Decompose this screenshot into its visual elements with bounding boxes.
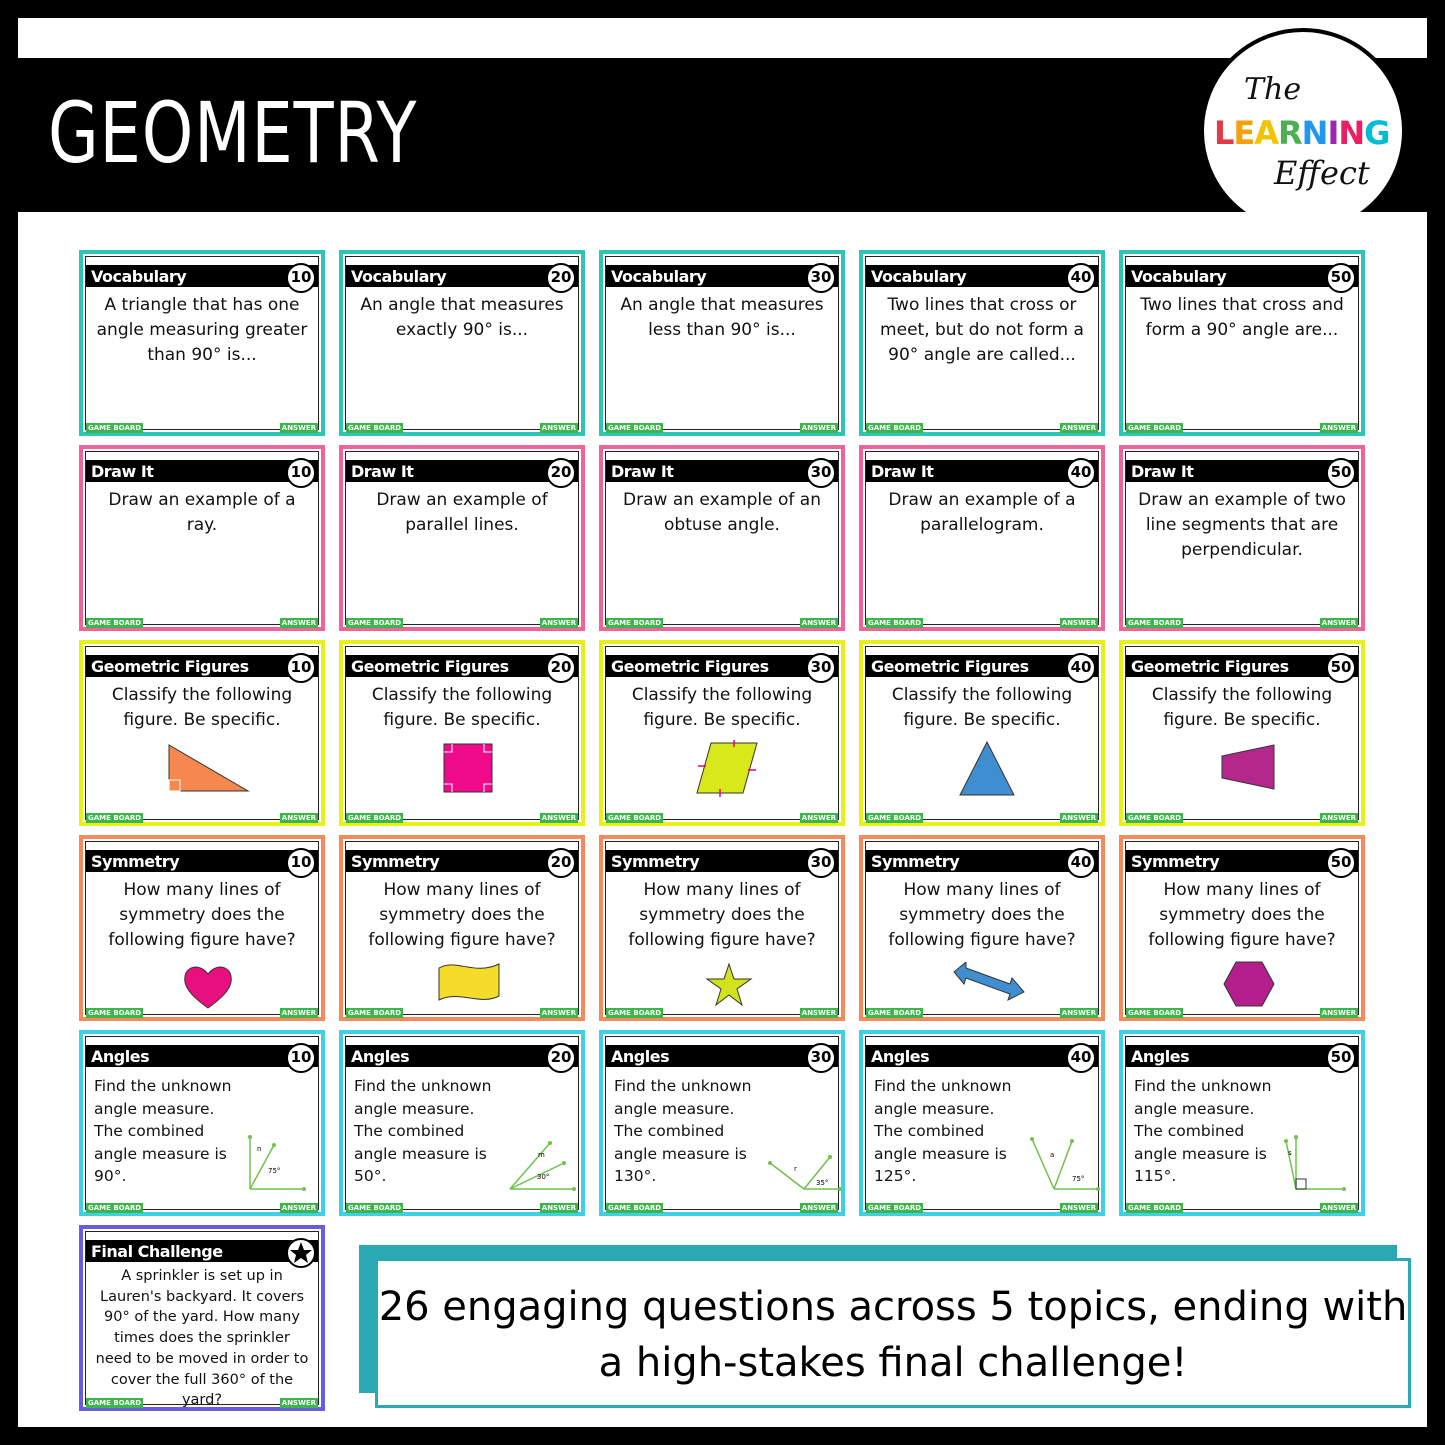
points-badge: 40 [1066, 848, 1096, 878]
question-card[interactable] [79, 640, 325, 826]
card-question: Find the unknown angle measure. The combined angle measure is 115°. [1134, 1077, 1272, 1185]
answer-button[interactable]: ANSWER [281, 1204, 316, 1212]
card-topic: Final Challenge [91, 1242, 223, 1261]
card-inner [345, 1036, 579, 1210]
logo-line-3: Effect [1274, 154, 1370, 192]
points-badge: 20 [546, 1043, 576, 1073]
game-board-button[interactable]: GAME BOARD [1128, 619, 1182, 627]
trapezoid-figure [1220, 743, 1276, 791]
card-topic: Vocabulary [611, 267, 707, 286]
points-badge: 40 [1066, 458, 1096, 488]
card-inner [85, 1231, 319, 1409]
game-board-button[interactable]: GAME BOARD [88, 814, 142, 822]
points-badge: 20 [546, 263, 576, 293]
game-board-button[interactable]: GAME BOARD [88, 1204, 142, 1212]
game-board-button[interactable]: GAME BOARD [1128, 1204, 1182, 1212]
question-card[interactable] [79, 835, 325, 1021]
card-topic: Geometric Figures [611, 657, 769, 676]
question-card[interactable] [599, 835, 845, 1021]
card-question: Draw an example of a ray. [108, 490, 296, 535]
question-card[interactable] [1119, 250, 1365, 436]
question-card[interactable] [339, 835, 585, 1021]
points-badge: 30 [806, 1043, 836, 1073]
card-topic: Geometric Figures [351, 657, 509, 676]
card-inner [85, 646, 319, 820]
question-card[interactable] [339, 640, 585, 826]
answer-button[interactable]: ANSWER [541, 814, 576, 822]
points-badge: 50 [1326, 848, 1356, 878]
svg-text:n: n [257, 1145, 262, 1153]
question-card[interactable] [339, 250, 585, 436]
game-board-button[interactable]: GAME BOARD [348, 1009, 402, 1017]
points-badge: 50 [1326, 263, 1356, 293]
angle-diagram-figure [1284, 1133, 1364, 1203]
card-inner [345, 841, 579, 1015]
learning-effect-logo [1200, 28, 1406, 234]
answer-button[interactable]: ANSWER [281, 424, 316, 432]
card-question: An angle that measures less than 90° is... [620, 295, 824, 340]
points-badge: 20 [546, 653, 576, 683]
card-question: Two lines that cross or meet, but do not form a 90° angle are called... [880, 295, 1084, 365]
hexagon-figure [1222, 960, 1276, 1008]
answer-button[interactable]: ANSWER [1061, 619, 1096, 627]
answer-button[interactable]: ANSWER [801, 1204, 836, 1212]
card-header [606, 460, 838, 482]
points-badge: 50 [1326, 458, 1356, 488]
card-question: Draw an example of a parallelogram. [888, 490, 1076, 535]
card-question: Classify the following figure. Be specific. [631, 685, 813, 730]
card-topic: Draw It [611, 462, 674, 481]
card-inner [865, 646, 1099, 820]
card-inner [345, 646, 579, 820]
answer-button[interactable]: ANSWER [541, 1204, 576, 1212]
answer-button[interactable]: ANSWER [1061, 424, 1096, 432]
card-question: A triangle that has one angle measuring greater than 90° is... [96, 295, 308, 365]
points-badge: 50 [1326, 653, 1356, 683]
game-board-button[interactable]: GAME BOARD [88, 1009, 142, 1017]
card-header [866, 1045, 1098, 1067]
card-inner [1125, 646, 1359, 820]
card-question: Find the unknown angle measure. The combined angle measure is 130°. [614, 1077, 752, 1185]
card-topic: Vocabulary [1131, 267, 1227, 286]
answer-button[interactable]: ANSWER [801, 814, 836, 822]
points-badge: 30 [806, 848, 836, 878]
question-card[interactable] [859, 640, 1105, 826]
game-board [18, 212, 1427, 1427]
star-figure [705, 962, 753, 1008]
game-board-button[interactable]: GAME BOARD [608, 619, 662, 627]
logo-letter: N [1338, 114, 1365, 152]
game-board-button[interactable]: GAME BOARD [608, 814, 662, 822]
card-question: A sprinkler is set up in Lauren's backyard. It covers 90° of the yard. How many times does the sprinkler need to be moved in order to cover the full 360° of the yard? [95, 1268, 309, 1409]
card-inner [1125, 256, 1359, 430]
card-question: How many lines of symmetry does the following figure have? [108, 880, 296, 950]
card-inner [85, 451, 319, 625]
card-header [86, 1240, 318, 1262]
card-header [1126, 850, 1358, 872]
answer-button[interactable]: ANSWER [801, 1009, 836, 1017]
card-question: Draw an example of an obtuse angle. [623, 490, 821, 535]
answer-button[interactable]: ANSWER [541, 424, 576, 432]
logo-letter: A [1254, 114, 1279, 152]
card-header [866, 265, 1098, 287]
card-header [346, 655, 578, 677]
logo-letter: L [1214, 114, 1234, 152]
question-card[interactable] [1119, 445, 1365, 631]
card-inner [85, 841, 319, 1015]
game-board-button[interactable]: GAME BOARD [868, 619, 922, 627]
card-header [86, 265, 318, 287]
svg-text:s: s [1288, 1149, 1292, 1157]
points-badge: 40 [1066, 263, 1096, 293]
logo-line-2 [1214, 114, 1389, 152]
card-topic: Vocabulary [351, 267, 447, 286]
game-board-button[interactable]: GAME BOARD [608, 424, 662, 432]
card-header [606, 655, 838, 677]
wave-figure [436, 960, 502, 1006]
points-badge: 10 [286, 1043, 316, 1073]
card-question: Find the unknown angle measure. The combined angle measure is 90°. [94, 1077, 232, 1185]
answer-button[interactable]: ANSWER [281, 1009, 316, 1017]
card-topic: Symmetry [611, 852, 700, 871]
game-board-button[interactable]: GAME BOARD [608, 1009, 662, 1017]
card-inner [865, 1036, 1099, 1210]
logo-line-1: The [1244, 72, 1302, 107]
question-card[interactable] [339, 445, 585, 631]
logo-letter: G [1364, 114, 1390, 152]
card-header [866, 655, 1098, 677]
answer-button[interactable]: ANSWER [1061, 1009, 1096, 1017]
card-question: Draw an example of parallel lines. [376, 490, 548, 535]
card-inner [1125, 841, 1359, 1015]
points-badge: 40 [1066, 1043, 1096, 1073]
angle-diagram-figure [244, 1133, 324, 1203]
card-topic: Vocabulary [91, 267, 187, 286]
banner-text: 26 engaging questions across 5 topics, ending with a high-stakes final challenge! [378, 1284, 1408, 1386]
card-inner [605, 451, 839, 625]
card-inner [85, 256, 319, 430]
card-header [866, 850, 1098, 872]
svg-text:75°: 75° [1072, 1175, 1085, 1183]
answer-button[interactable]: ANSWER [541, 619, 576, 627]
answer-button[interactable]: ANSWER [1321, 619, 1356, 627]
game-board-button[interactable]: GAME BOARD [1128, 424, 1182, 432]
card-header [346, 265, 578, 287]
triangle-figure [958, 739, 1016, 797]
answer-button[interactable]: ANSWER [801, 619, 836, 627]
svg-text:30°: 30° [537, 1173, 550, 1181]
question-card[interactable] [599, 640, 845, 826]
card-question: Classify the following figure. Be specific. [111, 685, 293, 730]
logo-letter: N [1301, 114, 1328, 152]
points-badge: 10 [286, 653, 316, 683]
top-band [18, 18, 1427, 58]
card-header [86, 460, 318, 482]
logo-letter: R [1278, 114, 1302, 152]
answer-button[interactable]: ANSWER [281, 814, 316, 822]
answer-button[interactable]: ANSWER [801, 424, 836, 432]
question-card[interactable] [1119, 835, 1365, 1021]
svg-text:a: a [1050, 1151, 1055, 1159]
game-board-button[interactable]: GAME BOARD [88, 1399, 142, 1407]
card-header [1126, 265, 1358, 287]
card-header [606, 1045, 838, 1067]
question-card[interactable] [1119, 640, 1365, 826]
card-inner [605, 841, 839, 1015]
card-header [606, 265, 838, 287]
card-header [86, 850, 318, 872]
card-topic: Draw It [351, 462, 414, 481]
game-board-button[interactable]: GAME BOARD [348, 1204, 402, 1212]
answer-button[interactable]: ANSWER [1061, 1204, 1096, 1212]
card-inner [345, 256, 579, 430]
card-topic: Symmetry [91, 852, 180, 871]
card-question: How many lines of symmetry does the following figure have? [368, 880, 556, 950]
card-inner [1125, 1036, 1359, 1210]
game-board-button[interactable]: GAME BOARD [88, 619, 142, 627]
answer-button[interactable]: ANSWER [281, 619, 316, 627]
game-board-button[interactable]: GAME BOARD [608, 1204, 662, 1212]
question-card[interactable] [79, 250, 325, 436]
card-question: Two lines that cross and form a 90° angle are... [1140, 295, 1344, 340]
card-header [1126, 1045, 1358, 1067]
card-topic: Angles [1131, 1047, 1190, 1066]
question-card[interactable] [859, 250, 1105, 436]
card-inner [865, 841, 1099, 1015]
star-icon [286, 1238, 316, 1268]
points-badge: 10 [286, 848, 316, 878]
svg-text:75°: 75° [268, 1167, 281, 1175]
card-question: An angle that measures exactly 90° is... [360, 295, 564, 340]
card-topic: Angles [91, 1047, 150, 1066]
points-badge: 30 [806, 653, 836, 683]
answer-button[interactable]: ANSWER [1321, 424, 1356, 432]
angle-diagram-figure [764, 1133, 844, 1203]
points-badge: 30 [806, 458, 836, 488]
points-badge: 30 [806, 263, 836, 293]
game-board-button[interactable]: GAME BOARD [348, 619, 402, 627]
card-inner [605, 256, 839, 430]
points-badge: 40 [1066, 653, 1096, 683]
angle-diagram-figure [504, 1133, 584, 1203]
card-header [86, 655, 318, 677]
card-inner [1125, 451, 1359, 625]
game-board-button[interactable]: GAME BOARD [868, 424, 922, 432]
question-card[interactable] [859, 445, 1105, 631]
question-card[interactable] [599, 445, 845, 631]
question-card[interactable] [79, 1225, 325, 1411]
game-board-button[interactable]: GAME BOARD [868, 814, 922, 822]
card-inner [865, 256, 1099, 430]
card-topic: Angles [351, 1047, 410, 1066]
card-question: How many lines of symmetry does the following figure have? [628, 880, 816, 950]
card-topic: Draw It [91, 462, 154, 481]
summary-banner [375, 1258, 1411, 1408]
question-card[interactable] [859, 1030, 1105, 1216]
card-inner [345, 451, 579, 625]
logo-letter: E [1233, 114, 1255, 152]
card-inner [865, 451, 1099, 625]
card-question: Find the unknown angle measure. The combined angle measure is 50°. [354, 1077, 492, 1185]
heart-figure [182, 962, 234, 1010]
answer-button[interactable]: ANSWER [541, 1009, 576, 1017]
card-question: Classify the following figure. Be specific. [371, 685, 553, 730]
points-badge: 20 [546, 458, 576, 488]
logo-letter: I [1327, 114, 1339, 152]
card-topic: Symmetry [351, 852, 440, 871]
card-header [346, 1045, 578, 1067]
card-inner [85, 1036, 319, 1210]
card-inner [605, 1036, 839, 1210]
card-header [346, 850, 578, 872]
game-board-button[interactable]: GAME BOARD [1128, 814, 1182, 822]
angle-diagram-figure [1024, 1133, 1104, 1203]
svg-text:m: m [538, 1151, 545, 1159]
card-question: Find the unknown angle measure. The combined angle measure is 125°. [874, 1077, 1012, 1185]
card-topic: Symmetry [871, 852, 960, 871]
square-figure [442, 742, 494, 794]
answer-button[interactable]: ANSWER [1061, 814, 1096, 822]
question-card[interactable] [339, 1030, 585, 1216]
game-board-button[interactable]: GAME BOARD [868, 1204, 922, 1212]
points-badge: 10 [286, 263, 316, 293]
card-topic: Geometric Figures [871, 657, 1029, 676]
question-card[interactable] [859, 835, 1105, 1021]
card-question: How many lines of symmetry does the following figure have? [888, 880, 1076, 950]
right-triangle-figure [166, 742, 252, 795]
card-header [346, 460, 578, 482]
game-board-button[interactable]: GAME BOARD [868, 1009, 922, 1017]
card-header [866, 460, 1098, 482]
game-board-button[interactable]: GAME BOARD [348, 814, 402, 822]
question-card[interactable] [1119, 1030, 1365, 1216]
game-board-button[interactable]: GAME BOARD [1128, 1009, 1182, 1017]
svg-text:35°: 35° [816, 1179, 829, 1187]
card-question: How many lines of symmetry does the following figure have? [1148, 880, 1336, 950]
answer-button[interactable]: ANSWER [1321, 1009, 1356, 1017]
answer-button[interactable]: ANSWER [1321, 814, 1356, 822]
question-card[interactable] [599, 250, 845, 436]
points-badge: 10 [286, 458, 316, 488]
card-topic: Angles [611, 1047, 670, 1066]
card-topic: Geometric Figures [1131, 657, 1289, 676]
answer-button[interactable]: ANSWER [1321, 1204, 1356, 1212]
card-header [86, 1045, 318, 1067]
question-card[interactable] [599, 1030, 845, 1216]
card-topic: Draw It [1131, 462, 1194, 481]
question-card[interactable] [79, 445, 325, 631]
game-board-button[interactable]: GAME BOARD [348, 424, 402, 432]
card-topic: Geometric Figures [91, 657, 249, 676]
card-question: Classify the following figure. Be specific. [891, 685, 1073, 730]
arrow-figure [952, 962, 1026, 1002]
card-header [606, 850, 838, 872]
card-header [1126, 655, 1358, 677]
page-title: GEOMETRY [48, 84, 418, 182]
game-board-button[interactable]: GAME BOARD [88, 424, 142, 432]
card-topic: Symmetry [1131, 852, 1220, 871]
card-topic: Draw It [871, 462, 934, 481]
card-header [1126, 460, 1358, 482]
points-badge: 50 [1326, 1043, 1356, 1073]
answer-button[interactable]: ANSWER [281, 1399, 316, 1407]
question-card[interactable] [79, 1030, 325, 1216]
card-topic: Angles [871, 1047, 930, 1066]
card-question: Classify the following figure. Be specific. [1151, 685, 1333, 730]
svg-text:r: r [794, 1165, 797, 1173]
points-badge: 20 [546, 848, 576, 878]
card-inner [605, 646, 839, 820]
rhombus-figure [695, 740, 759, 798]
card-question: Draw an example of two line segments that are perpendicular. [1138, 490, 1346, 560]
card-topic: Vocabulary [871, 267, 967, 286]
